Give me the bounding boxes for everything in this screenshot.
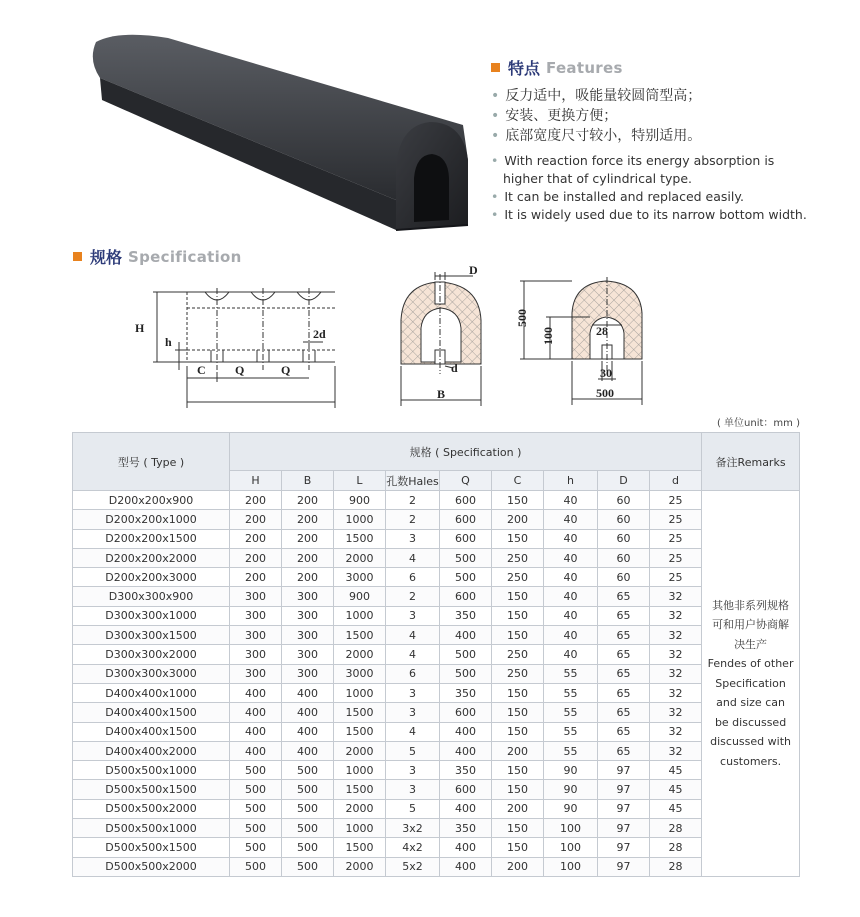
value-cell: 32: [650, 626, 702, 645]
value-cell: 600: [440, 491, 492, 510]
value-cell: 150: [492, 587, 544, 606]
value-cell: 150: [492, 780, 544, 799]
value-cell: 55: [544, 741, 598, 760]
value-cell: 400: [440, 857, 492, 876]
dim-d-label: d: [451, 361, 458, 375]
spec-header: 规格 ( Specification ): [230, 433, 702, 471]
value-cell: 25: [650, 510, 702, 529]
value-cell: 150: [492, 703, 544, 722]
value-cell: 28: [650, 838, 702, 857]
feature-en-item: • It is widely used due to its narrow bottom width.: [491, 207, 807, 222]
value-cell: 55: [544, 683, 598, 702]
value-cell: 500: [440, 568, 492, 587]
value-cell: 40: [544, 606, 598, 625]
feature-en-item: • It can be installed and replaced easily.: [491, 189, 744, 204]
remarks-line: customers.: [720, 754, 782, 768]
value-cell: 900: [334, 587, 386, 606]
value-cell: 1500: [334, 780, 386, 799]
value-cell: 40: [544, 548, 598, 567]
column-header: h: [544, 471, 598, 491]
value-cell: 3000: [334, 568, 386, 587]
value-cell: 400: [440, 722, 492, 741]
features-en-list: [491, 152, 807, 224]
value-cell: 1000: [334, 761, 386, 780]
value-cell: 350: [440, 819, 492, 838]
type-cell: D300x300x900: [73, 587, 230, 606]
value-cell: 40: [544, 645, 598, 664]
sample-section-drawing: [510, 275, 660, 410]
value-cell: 32: [650, 722, 702, 741]
value-cell: 400: [230, 703, 282, 722]
value-cell: 200: [492, 741, 544, 760]
dim-500-height-label: 500: [515, 309, 529, 327]
value-cell: 4: [386, 548, 440, 567]
type-cell: D400x400x1500: [73, 703, 230, 722]
dim-Q2-label: Q: [281, 363, 291, 377]
value-cell: 90: [544, 761, 598, 780]
value-cell: 300: [230, 664, 282, 683]
table-row: [73, 819, 800, 838]
value-cell: 60: [598, 491, 650, 510]
dim-30-label: 30: [600, 366, 612, 380]
value-cell: 200: [230, 510, 282, 529]
value-cell: 45: [650, 761, 702, 780]
value-cell: 60: [598, 529, 650, 548]
value-cell: 3: [386, 683, 440, 702]
side-view-drawing: [125, 280, 340, 415]
table-row: [73, 491, 800, 510]
value-cell: 97: [598, 838, 650, 857]
features-heading: [491, 56, 623, 79]
value-cell: 28: [650, 857, 702, 876]
remarks-cell: [702, 491, 800, 877]
value-cell: 350: [440, 606, 492, 625]
value-cell: 200: [282, 510, 334, 529]
value-cell: 1500: [334, 703, 386, 722]
value-cell: 400: [230, 741, 282, 760]
column-header: H: [230, 471, 282, 491]
remarks-line: 可和用户协商解: [712, 618, 790, 632]
value-cell: 500: [230, 838, 282, 857]
value-cell: 350: [440, 761, 492, 780]
value-cell: 32: [650, 606, 702, 625]
table-row: [73, 857, 800, 876]
value-cell: 2: [386, 587, 440, 606]
value-cell: 97: [598, 857, 650, 876]
features-title-en: Features: [546, 58, 623, 77]
value-cell: 300: [230, 587, 282, 606]
value-cell: 3: [386, 606, 440, 625]
value-cell: 500: [440, 645, 492, 664]
value-cell: 500: [282, 799, 334, 818]
value-cell: 32: [650, 645, 702, 664]
value-cell: 4: [386, 645, 440, 664]
table-row: [73, 510, 800, 529]
value-cell: 2000: [334, 741, 386, 760]
value-cell: 32: [650, 741, 702, 760]
feature-zh-item: • 底部宽度尺寸较小，特别适用。: [491, 128, 702, 144]
value-cell: 55: [544, 703, 598, 722]
value-cell: 32: [650, 664, 702, 683]
column-header: 孔数Hales: [386, 471, 440, 491]
value-cell: 40: [544, 491, 598, 510]
type-cell: D200x200x2000: [73, 548, 230, 567]
value-cell: 1500: [334, 529, 386, 548]
value-cell: 150: [492, 491, 544, 510]
value-cell: 200: [492, 510, 544, 529]
feature-zh-item: • 安装、更换方便；: [491, 108, 618, 124]
value-cell: 4: [386, 722, 440, 741]
value-cell: 200: [230, 548, 282, 567]
spec-table: [72, 432, 800, 877]
type-cell: D200x200x1000: [73, 510, 230, 529]
value-cell: 150: [492, 819, 544, 838]
value-cell: 1000: [334, 606, 386, 625]
value-cell: 600: [440, 587, 492, 606]
type-cell: D500x500x1500: [73, 838, 230, 857]
value-cell: 25: [650, 529, 702, 548]
value-cell: 65: [598, 722, 650, 741]
column-header: C: [492, 471, 544, 491]
table-row: [73, 645, 800, 664]
value-cell: 2000: [334, 645, 386, 664]
remarks-line: Fendes of other: [707, 657, 794, 671]
dim-Q1-label: Q: [235, 363, 245, 377]
column-header: L: [334, 471, 386, 491]
table-row: [73, 799, 800, 818]
features-zh-list: [491, 86, 701, 146]
value-cell: 400: [230, 722, 282, 741]
value-cell: 60: [598, 548, 650, 567]
column-header: Q: [440, 471, 492, 491]
value-cell: 300: [230, 606, 282, 625]
orange-square-icon: [491, 63, 500, 72]
value-cell: 200: [492, 857, 544, 876]
table-row: [73, 529, 800, 548]
table-row: [73, 780, 800, 799]
feature-en-item-cont: higher that of cylindrical type.: [503, 171, 692, 186]
value-cell: 2: [386, 510, 440, 529]
value-cell: 200: [492, 799, 544, 818]
value-cell: 600: [440, 703, 492, 722]
value-cell: 200: [282, 548, 334, 567]
value-cell: 2000: [334, 857, 386, 876]
value-cell: 150: [492, 626, 544, 645]
value-cell: 45: [650, 780, 702, 799]
type-cell: D500x500x1500: [73, 780, 230, 799]
value-cell: 300: [282, 606, 334, 625]
features-title-zh: 特点: [508, 59, 541, 78]
value-cell: 400: [440, 741, 492, 760]
value-cell: 500: [230, 780, 282, 799]
unit-note: ( 单位unit：mm ): [716, 418, 800, 429]
value-cell: 200: [230, 568, 282, 587]
remarks-line: discussed with: [710, 735, 791, 749]
value-cell: 65: [598, 645, 650, 664]
table-row: [73, 568, 800, 587]
value-cell: 600: [440, 510, 492, 529]
value-cell: 97: [598, 780, 650, 799]
dim-D-label: D: [469, 263, 478, 277]
table-row: [73, 722, 800, 741]
type-cell: D200x200x900: [73, 491, 230, 510]
value-cell: 200: [230, 491, 282, 510]
value-cell: 150: [492, 683, 544, 702]
column-header: D: [598, 471, 650, 491]
value-cell: 90: [544, 799, 598, 818]
table-row: [73, 664, 800, 683]
value-cell: 600: [440, 780, 492, 799]
value-cell: 400: [440, 799, 492, 818]
value-cell: 97: [598, 761, 650, 780]
type-cell: D500x500x2000: [73, 799, 230, 818]
orange-square-icon: [73, 252, 82, 261]
table-row: [73, 838, 800, 857]
value-cell: 900: [334, 491, 386, 510]
dim-100-label: 100: [541, 327, 555, 345]
value-cell: 32: [650, 587, 702, 606]
remarks-line: 其他非系列规格: [712, 598, 790, 612]
type-cell: D500x500x2000: [73, 857, 230, 876]
value-cell: 3: [386, 780, 440, 799]
value-cell: 40: [544, 510, 598, 529]
remarks-line: 决生产: [734, 637, 768, 651]
type-cell: D300x300x2000: [73, 645, 230, 664]
value-cell: 40: [544, 626, 598, 645]
value-cell: 55: [544, 664, 598, 683]
column-header: B: [282, 471, 334, 491]
feature-en-item: • With reaction force its energy absorption is: [491, 153, 775, 168]
value-cell: 500: [282, 819, 334, 838]
value-cell: 300: [230, 626, 282, 645]
value-cell: 65: [598, 741, 650, 760]
value-cell: 100: [544, 819, 598, 838]
value-cell: 65: [598, 587, 650, 606]
value-cell: 150: [492, 529, 544, 548]
value-cell: 1500: [334, 626, 386, 645]
type-cell: D300x300x3000: [73, 664, 230, 683]
value-cell: 300: [282, 645, 334, 664]
value-cell: 350: [440, 683, 492, 702]
value-cell: 1000: [334, 683, 386, 702]
value-cell: 250: [492, 664, 544, 683]
value-cell: 300: [230, 645, 282, 664]
value-cell: 200: [230, 529, 282, 548]
value-cell: 3: [386, 761, 440, 780]
value-cell: 150: [492, 722, 544, 741]
value-cell: 150: [492, 838, 544, 857]
value-cell: 60: [598, 510, 650, 529]
value-cell: 500: [440, 664, 492, 683]
dim-2d-label: 2d: [313, 327, 326, 341]
value-cell: 500: [282, 857, 334, 876]
value-cell: 300: [282, 664, 334, 683]
value-cell: 25: [650, 568, 702, 587]
value-cell: 1500: [334, 838, 386, 857]
table-row: [73, 703, 800, 722]
value-cell: 55: [544, 722, 598, 741]
remarks-line: Specification: [715, 676, 786, 690]
value-cell: 5: [386, 741, 440, 760]
value-cell: 400: [440, 626, 492, 645]
value-cell: 200: [282, 491, 334, 510]
value-cell: 500: [440, 548, 492, 567]
table-row: [73, 741, 800, 760]
value-cell: 500: [230, 761, 282, 780]
value-cell: 40: [544, 587, 598, 606]
value-cell: 97: [598, 819, 650, 838]
value-cell: 150: [492, 606, 544, 625]
value-cell: 1500: [334, 722, 386, 741]
dim-28-label: 28: [596, 324, 608, 338]
spec-title-zh: 规格: [90, 248, 123, 267]
value-cell: 5: [386, 799, 440, 818]
type-cell: D200x200x3000: [73, 568, 230, 587]
value-cell: 4: [386, 626, 440, 645]
value-cell: 1000: [334, 510, 386, 529]
value-cell: 40: [544, 568, 598, 587]
value-cell: 1000: [334, 819, 386, 838]
value-cell: 400: [230, 683, 282, 702]
value-cell: 40: [544, 529, 598, 548]
type-cell: D300x300x1000: [73, 606, 230, 625]
value-cell: 400: [440, 838, 492, 857]
dim-C-label: C: [197, 363, 206, 377]
value-cell: 32: [650, 683, 702, 702]
value-cell: 100: [544, 838, 598, 857]
section-view-drawing: [393, 262, 493, 410]
value-cell: 400: [282, 703, 334, 722]
value-cell: 25: [650, 491, 702, 510]
value-cell: 500: [230, 857, 282, 876]
value-cell: 6: [386, 568, 440, 587]
dim-500-width-label: 500: [596, 386, 614, 400]
type-header: 型号 ( Type ): [73, 433, 230, 491]
value-cell: 3: [386, 703, 440, 722]
value-cell: 100: [544, 857, 598, 876]
value-cell: 32: [650, 703, 702, 722]
dim-H-label: H: [135, 321, 145, 335]
value-cell: 500: [230, 799, 282, 818]
value-cell: 500: [282, 780, 334, 799]
value-cell: 200: [282, 568, 334, 587]
value-cell: 6: [386, 664, 440, 683]
type-cell: D400x400x2000: [73, 741, 230, 760]
value-cell: 2000: [334, 799, 386, 818]
value-cell: 65: [598, 664, 650, 683]
value-cell: 400: [282, 741, 334, 760]
value-cell: 2: [386, 491, 440, 510]
remarks-header: 备注Remarks: [702, 433, 800, 491]
value-cell: 3: [386, 529, 440, 548]
remarks-line: and size can: [716, 696, 785, 710]
table-row: [73, 587, 800, 606]
value-cell: 65: [598, 626, 650, 645]
table-row: [73, 683, 800, 702]
value-cell: 65: [598, 606, 650, 625]
table-row: [73, 606, 800, 625]
type-cell: D300x300x1500: [73, 626, 230, 645]
value-cell: 65: [598, 683, 650, 702]
spec-title-en: Specification: [128, 247, 242, 266]
value-cell: 90: [544, 780, 598, 799]
value-cell: 400: [282, 722, 334, 741]
value-cell: 65: [598, 703, 650, 722]
value-cell: 250: [492, 568, 544, 587]
type-cell: D200x200x1500: [73, 529, 230, 548]
value-cell: 500: [230, 819, 282, 838]
value-cell: 97: [598, 799, 650, 818]
value-cell: 250: [492, 645, 544, 664]
value-cell: 500: [282, 838, 334, 857]
spec-heading: [73, 245, 242, 268]
dim-B-label: B: [437, 387, 446, 401]
type-cell: D500x500x1000: [73, 761, 230, 780]
dim-h-label: h: [165, 335, 172, 349]
product-photo: [78, 30, 478, 235]
value-cell: 28: [650, 819, 702, 838]
value-cell: 600: [440, 529, 492, 548]
value-cell: 5x2: [386, 857, 440, 876]
table-row: [73, 626, 800, 645]
value-cell: 200: [282, 529, 334, 548]
value-cell: 400: [282, 683, 334, 702]
remarks-line: be discussed: [714, 715, 787, 729]
value-cell: 2000: [334, 548, 386, 567]
value-cell: 300: [282, 626, 334, 645]
feature-zh-item: • 反力适中，吸能量较圆筒型高；: [491, 88, 702, 104]
type-cell: D500x500x1000: [73, 819, 230, 838]
value-cell: 25: [650, 548, 702, 567]
value-cell: 60: [598, 568, 650, 587]
value-cell: 4x2: [386, 838, 440, 857]
column-header: d: [650, 471, 702, 491]
value-cell: 500: [282, 761, 334, 780]
value-cell: 3x2: [386, 819, 440, 838]
table-row: [73, 761, 800, 780]
value-cell: 250: [492, 548, 544, 567]
table-row: [73, 548, 800, 567]
value-cell: 3000: [334, 664, 386, 683]
value-cell: 45: [650, 799, 702, 818]
value-cell: 300: [282, 587, 334, 606]
type-cell: D400x400x1000: [73, 683, 230, 702]
type-cell: D400x400x1500: [73, 722, 230, 741]
value-cell: 150: [492, 761, 544, 780]
